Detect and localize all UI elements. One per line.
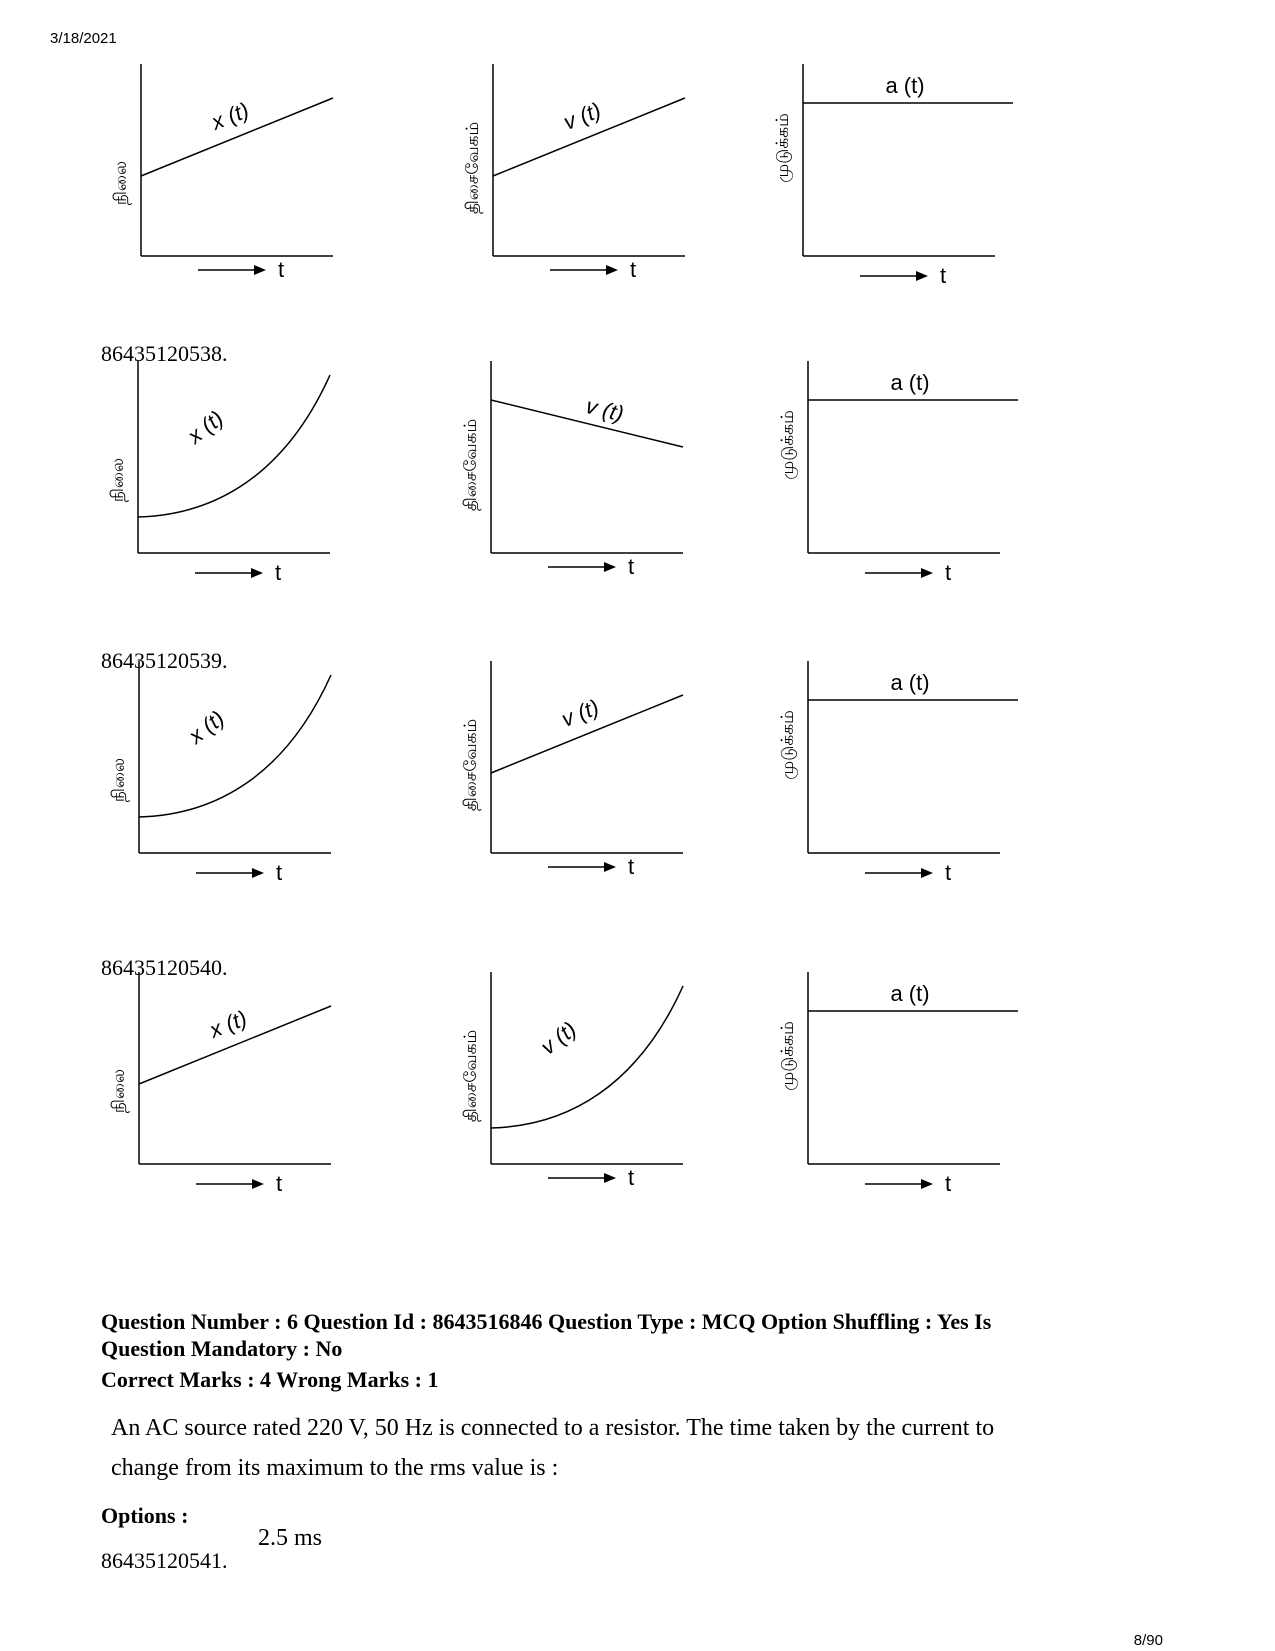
- y-axis-label-acceleration: முடுக்கம்: [773, 113, 793, 183]
- page-number: 8/90: [1133, 1632, 1163, 1649]
- question-meta: [101, 1308, 1121, 1362]
- y-axis-label-velocity: திசைவேகம்: [461, 1029, 481, 1123]
- graph-row0-position: [108, 58, 388, 308]
- y-axis-label-velocity: திசைவேகம்: [461, 718, 481, 812]
- graph-row2-acceleration: [775, 655, 1055, 905]
- x-curve: [139, 675, 331, 817]
- curve-label-v: v (t): [583, 393, 627, 427]
- graph-row3-position: [106, 966, 386, 1216]
- time-axis-label: t: [945, 860, 952, 885]
- time-axis-label: t: [628, 854, 635, 879]
- answer-option-id: 86435120541.: [101, 1548, 228, 1573]
- curve-label-v: v (t): [559, 97, 605, 135]
- time-axis-label: t: [275, 560, 282, 585]
- y-axis-label-acceleration: முடுக்கம்: [778, 710, 798, 780]
- curve-label-v: v (t): [535, 1016, 582, 1060]
- y-axis-label-position: நிலை: [111, 160, 131, 206]
- time-axis-label: t: [945, 560, 952, 585]
- question-meta-line2: Question Mandatory : No: [101, 1336, 343, 1361]
- y-axis-label-velocity: திசைவேகம்: [463, 121, 483, 215]
- graph-row0-velocity: [460, 58, 740, 308]
- graph-row2-position: [106, 655, 386, 905]
- time-axis-label: t: [940, 263, 947, 288]
- graph-row1-velocity: [458, 355, 738, 605]
- question-marks: Correct Marks : 4 Wrong Marks : 1: [101, 1367, 439, 1392]
- time-axis-label: t: [276, 860, 283, 885]
- curve-label-a: a (t): [890, 670, 930, 695]
- curve-label-a: a (t): [885, 73, 925, 98]
- time-axis-label: t: [276, 1171, 283, 1196]
- options-heading: Options :: [101, 1503, 189, 1528]
- time-axis-label: t: [630, 257, 637, 282]
- graph-row1-acceleration: [775, 355, 1055, 605]
- question-text: [111, 1408, 1191, 1488]
- option-id: 86435120538.: [101, 341, 228, 366]
- curve-label-a: a (t): [890, 981, 930, 1006]
- x-curve: [138, 375, 330, 517]
- y-axis-label-position: நிலை: [109, 757, 129, 803]
- print-date: 3/18/2021: [50, 30, 117, 47]
- y-axis-label-acceleration: முடுக்கம்: [778, 1021, 798, 1091]
- curve-label-v: v (t): [557, 694, 603, 732]
- time-axis-label: t: [628, 554, 635, 579]
- curve-label-x: x (t): [207, 97, 253, 135]
- v-curve: [491, 986, 683, 1128]
- curve-label-x: x (t): [205, 1005, 251, 1043]
- option-id: 86435120539.: [101, 648, 228, 673]
- graph-row2-velocity: [458, 655, 738, 905]
- time-axis-label: t: [628, 1165, 635, 1190]
- question-text-line1: An AC source rated 220 V, 50 Hz is connected to a resistor. The time taken by the current to: [111, 1415, 995, 1441]
- y-axis-label-acceleration: முடுக்கம்: [778, 410, 798, 480]
- answer-option-text: 2.5 ms: [258, 1525, 323, 1551]
- question-text-line2: change from its maximum to the rms value is :: [111, 1455, 559, 1481]
- curve-label-x: x (t): [182, 405, 229, 449]
- question-meta-line1: Question Number : 6 Question Id : 8643516846 Question Type : MCQ Option Shuffling : Yes Is: [101, 1309, 992, 1334]
- graph-row3-velocity: [458, 966, 738, 1216]
- time-axis-label: t: [945, 1171, 952, 1196]
- y-axis-label-position: நிலை: [109, 1068, 129, 1114]
- y-axis-label-velocity: திசைவேகம்: [461, 418, 481, 512]
- curve-label-x: x (t): [183, 705, 230, 749]
- option-id: 86435120540.: [101, 955, 228, 980]
- graph-row0-acceleration: [770, 58, 1050, 308]
- graph-row3-acceleration: [775, 966, 1055, 1216]
- time-axis-label: t: [278, 257, 285, 282]
- graph-row1-position: [105, 355, 385, 605]
- curve-label-a: a (t): [890, 370, 930, 395]
- y-axis-label-position: நிலை: [108, 457, 128, 503]
